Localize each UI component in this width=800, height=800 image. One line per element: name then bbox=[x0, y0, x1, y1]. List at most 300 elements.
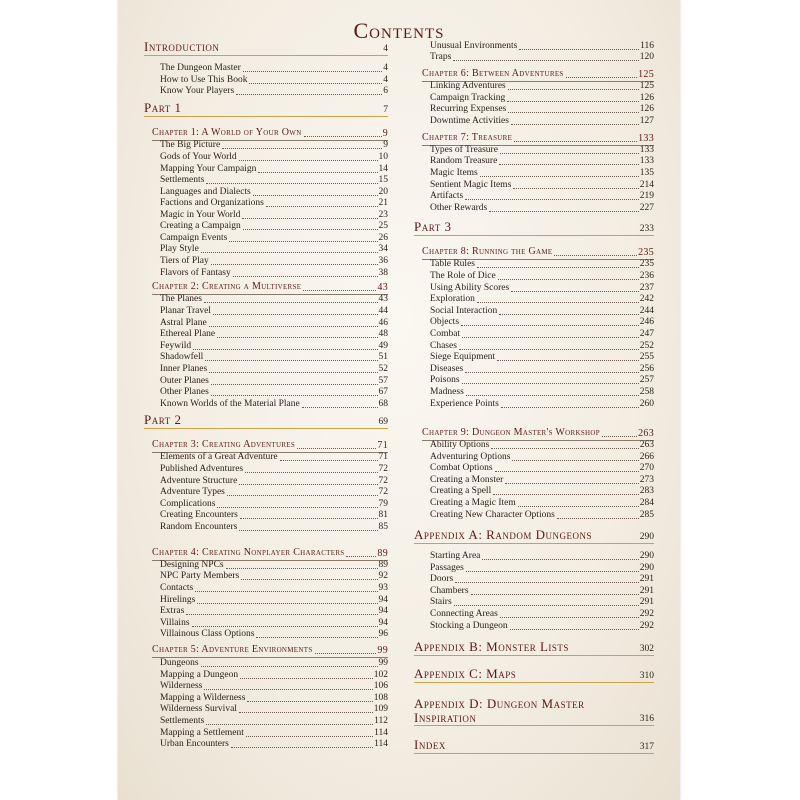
leader-dots bbox=[498, 279, 639, 280]
toc-label: Unusual Environments bbox=[430, 41, 518, 51]
toc-entry bbox=[430, 551, 654, 562]
leader-dots bbox=[193, 349, 377, 350]
toc-page-number: 71 bbox=[377, 440, 388, 451]
toc-page-number: 227 bbox=[639, 203, 654, 213]
toc-label: Creating a Magic Item bbox=[430, 498, 516, 508]
toc-page-number: 317 bbox=[639, 742, 654, 752]
leader-dots bbox=[247, 701, 372, 702]
toc-entry bbox=[160, 693, 388, 704]
toc-chapter bbox=[422, 132, 654, 144]
leader-dots bbox=[211, 384, 378, 385]
toc-label: Exploration bbox=[430, 294, 475, 304]
toc-section bbox=[144, 100, 388, 117]
toc-label: Designing NPCs bbox=[160, 560, 224, 570]
leader-dots bbox=[514, 141, 637, 142]
toc-label: Chapter 2: Creating a Multiverse bbox=[152, 281, 302, 292]
leader-dots bbox=[240, 678, 373, 679]
toc-entry bbox=[430, 375, 654, 386]
toc-label: Recurring Expenses bbox=[430, 104, 507, 114]
toc-label: Using Ability Scores bbox=[430, 283, 510, 293]
toc-entry bbox=[160, 187, 388, 198]
toc-label: Poisons bbox=[430, 375, 460, 385]
toc-entry bbox=[160, 499, 388, 510]
toc-label: Siege Equipment bbox=[430, 352, 496, 362]
toc-entry bbox=[430, 116, 654, 127]
toc-entry bbox=[430, 352, 654, 363]
toc-entry bbox=[430, 463, 654, 474]
toc-label: Inner Planes bbox=[160, 364, 208, 374]
toc-page-number: 114 bbox=[374, 728, 388, 738]
toc-label: The Planes bbox=[160, 294, 202, 304]
toc-chapter bbox=[422, 246, 654, 258]
toc-label: Villains bbox=[160, 618, 190, 628]
toc-page-number: 106 bbox=[373, 681, 388, 691]
toc-page-number: 263 bbox=[638, 428, 654, 439]
leader-dots bbox=[495, 471, 639, 472]
toc-page-number: 258 bbox=[639, 387, 654, 397]
toc-page-number: 235 bbox=[639, 259, 654, 269]
toc-section bbox=[414, 219, 654, 236]
toc-section bbox=[414, 737, 654, 754]
toc-page-number: 133 bbox=[639, 145, 654, 155]
toc-label: Creating a Monster bbox=[430, 475, 504, 485]
toc-page-number: 72 bbox=[378, 476, 388, 486]
toc-label: Appendix C: Maps bbox=[414, 666, 517, 681]
leader-dots bbox=[258, 172, 377, 173]
toc-entry bbox=[160, 86, 388, 97]
toc-entry bbox=[430, 93, 654, 104]
leader-dots bbox=[482, 559, 638, 560]
toc-label: Ethereal Plane bbox=[160, 329, 216, 339]
toc-label: Connecting Areas bbox=[430, 609, 498, 619]
toc-page-number: 256 bbox=[639, 364, 654, 374]
toc-entry bbox=[160, 670, 388, 681]
toc-label: Mapping a Wilderness bbox=[160, 693, 246, 703]
toc-label: Languages and Dialects bbox=[160, 187, 251, 197]
leader-dots bbox=[227, 495, 378, 496]
toc-entry bbox=[430, 364, 654, 375]
leader-dots bbox=[213, 314, 378, 315]
leader-dots bbox=[602, 436, 637, 437]
toc-label: Hirelings bbox=[160, 595, 196, 605]
toc-page-number: 94 bbox=[378, 606, 388, 616]
toc-entry bbox=[160, 341, 388, 352]
toc-label: Chapter 8: Running the Game bbox=[422, 246, 553, 257]
leader-dots bbox=[454, 605, 639, 606]
leader-dots bbox=[471, 594, 639, 595]
toc-chapter bbox=[152, 281, 388, 293]
toc-label: Wilderness bbox=[160, 681, 203, 691]
toc-entry bbox=[430, 203, 654, 214]
toc-page-number: 260 bbox=[639, 399, 654, 409]
toc-entry bbox=[160, 175, 388, 186]
toc-page-number: 94 bbox=[378, 618, 388, 628]
toc-page-number: 125 bbox=[638, 69, 654, 80]
toc-label: Downtime Activities bbox=[430, 116, 509, 126]
leader-dots bbox=[477, 302, 639, 303]
toc-page-number: 48 bbox=[378, 329, 388, 339]
toc-chapter bbox=[152, 127, 388, 139]
toc-entry bbox=[160, 487, 388, 498]
toc-entry bbox=[430, 498, 654, 509]
toc-entry bbox=[160, 629, 388, 640]
toc-label: Dungeons bbox=[160, 658, 199, 668]
toc-page-number: 81 bbox=[378, 510, 388, 520]
leader-dots bbox=[462, 337, 639, 338]
toc-entry bbox=[430, 52, 654, 63]
leader-dots bbox=[507, 101, 639, 102]
toc-page-number: 102 bbox=[373, 670, 388, 680]
toc-page-number: 108 bbox=[373, 693, 388, 703]
toc-page-number: 7 bbox=[383, 105, 388, 115]
toc-label: Extras bbox=[160, 606, 185, 616]
toc-entry bbox=[430, 475, 654, 486]
toc-page-number: 126 bbox=[639, 93, 654, 103]
toc-label: Stocking a Dungeon bbox=[430, 621, 508, 631]
toc-page-number: 49 bbox=[378, 341, 388, 351]
toc-page-number: 67 bbox=[378, 387, 388, 397]
toc-page-number: 85 bbox=[378, 522, 388, 532]
leader-dots bbox=[204, 689, 372, 690]
toc-label: Objects bbox=[430, 317, 460, 327]
toc-label: Random Encounters bbox=[160, 522, 238, 532]
toc-label: Experience Points bbox=[430, 399, 499, 409]
toc-page-number: 236 bbox=[639, 271, 654, 281]
toc-entry bbox=[430, 168, 654, 179]
toc-entry bbox=[160, 464, 388, 475]
leader-dots bbox=[217, 507, 377, 508]
toc-entry bbox=[160, 152, 388, 163]
toc-page-number: 99 bbox=[377, 645, 388, 656]
toc-label: Chapter 4: Creating Nonplayer Characters bbox=[152, 547, 345, 558]
toc-entry bbox=[160, 583, 388, 594]
leader-dots bbox=[195, 591, 377, 592]
leader-dots bbox=[253, 195, 378, 196]
toc-page-number: 51 bbox=[378, 352, 388, 362]
toc-page-number: 257 bbox=[639, 375, 654, 385]
toc-page-number: 291 bbox=[639, 597, 654, 607]
toc-label: Mapping a Dungeon bbox=[160, 670, 239, 680]
toc-entry bbox=[160, 387, 388, 398]
toc-page-number: 219 bbox=[639, 191, 654, 201]
toc-page-number: 99 bbox=[378, 658, 388, 668]
toc-entry bbox=[430, 510, 654, 521]
toc-page-number: 270 bbox=[639, 463, 654, 473]
toc-page-number: 6 bbox=[383, 86, 388, 96]
toc-label: Stairs bbox=[430, 597, 452, 607]
toc-label: Chapter 6: Between Adventures bbox=[422, 68, 564, 79]
toc-entry bbox=[160, 364, 388, 375]
toc-page-number: 120 bbox=[639, 52, 654, 62]
leader-dots bbox=[302, 407, 378, 408]
toc-page-number: 23 bbox=[378, 210, 388, 220]
leader-dots bbox=[518, 506, 639, 507]
toc-label: Chapter 7: Treasure bbox=[422, 132, 513, 143]
toc-label: Other Planes bbox=[160, 387, 209, 397]
leader-dots bbox=[249, 83, 382, 84]
toc-page-number: 25 bbox=[378, 221, 388, 231]
toc-page-number: 133 bbox=[639, 156, 654, 166]
leader-dots bbox=[280, 460, 378, 461]
leader-dots bbox=[500, 153, 639, 154]
toc-page-number: 92 bbox=[378, 571, 388, 581]
toc-entry bbox=[160, 63, 388, 74]
toc-label: NPC Party Members bbox=[160, 571, 240, 581]
toc-page-number: 235 bbox=[638, 247, 654, 258]
toc-page-number: 114 bbox=[374, 739, 388, 749]
toc-entry bbox=[160, 560, 388, 571]
toc-entry bbox=[430, 81, 654, 92]
toc-page-number: 237 bbox=[639, 283, 654, 293]
toc-label: Gods of Your World bbox=[160, 152, 237, 162]
toc-label: Starting Area bbox=[430, 551, 481, 561]
toc-section bbox=[144, 39, 388, 56]
toc-page-number: 68 bbox=[378, 399, 388, 409]
toc-entry bbox=[160, 618, 388, 629]
toc-entry bbox=[430, 180, 654, 191]
toc-entry bbox=[430, 440, 654, 451]
leader-dots bbox=[511, 124, 639, 125]
toc-page-number: 46 bbox=[378, 318, 388, 328]
toc-label: Madness bbox=[430, 387, 464, 397]
toc-page-number: 283 bbox=[639, 486, 654, 496]
leader-dots bbox=[241, 579, 377, 580]
leader-dots bbox=[256, 637, 377, 638]
toc-entry bbox=[430, 41, 654, 52]
toc-label: Campaign Tracking bbox=[430, 93, 506, 103]
toc-page-number: 244 bbox=[639, 306, 654, 316]
toc-label: Part 2 bbox=[144, 412, 182, 427]
leader-dots bbox=[242, 218, 377, 219]
toc-label: Settlements bbox=[160, 175, 205, 185]
toc-page-number: 89 bbox=[378, 560, 388, 570]
toc-label: Elements of a Great Adventure bbox=[160, 452, 278, 462]
toc-label: Creating a Spell bbox=[430, 486, 492, 496]
toc-label: Settlements bbox=[160, 716, 205, 726]
leader-dots bbox=[201, 666, 378, 667]
toc-page-number: 273 bbox=[639, 475, 654, 485]
toc-entry bbox=[430, 329, 654, 340]
toc-page-number: 71 bbox=[378, 452, 388, 462]
toc-page-number: 252 bbox=[639, 341, 654, 351]
toc-label: Astral Plane bbox=[160, 318, 207, 328]
leader-dots bbox=[303, 290, 376, 291]
leader-dots bbox=[508, 112, 639, 113]
leader-dots bbox=[511, 291, 639, 292]
leader-dots bbox=[465, 372, 639, 373]
leader-dots bbox=[480, 176, 639, 177]
toc-page-number: 69 bbox=[378, 417, 388, 427]
toc-label: Doors bbox=[430, 574, 454, 584]
leader-dots bbox=[297, 448, 376, 449]
toc-page-number: 9 bbox=[382, 128, 388, 139]
leader-dots bbox=[557, 518, 639, 519]
toc-label: Combat bbox=[430, 329, 461, 339]
toc-page-number: 21 bbox=[378, 198, 388, 208]
toc-page-number: 38 bbox=[378, 268, 388, 278]
page-title: Contents bbox=[353, 18, 445, 43]
toc-entry bbox=[160, 595, 388, 606]
leader-dots bbox=[519, 49, 639, 50]
toc-label: The Dungeon Master bbox=[160, 63, 241, 73]
toc-entry bbox=[160, 210, 388, 221]
toc-page-number: 214 bbox=[639, 180, 654, 190]
leader-dots bbox=[453, 60, 638, 61]
toc-entry bbox=[430, 283, 654, 294]
toc-label: Other Rewards bbox=[430, 203, 488, 213]
leader-dots bbox=[245, 472, 377, 473]
toc-page-number: 43 bbox=[377, 282, 388, 293]
leader-dots bbox=[201, 252, 378, 253]
leader-dots bbox=[239, 712, 373, 713]
toc-entry bbox=[430, 259, 654, 270]
leader-dots bbox=[204, 302, 378, 303]
toc-label: Tiers of Play bbox=[160, 256, 209, 266]
toc-label: Shadowfell bbox=[160, 352, 204, 362]
toc-entry bbox=[430, 145, 654, 156]
toc-page-number: 112 bbox=[374, 716, 388, 726]
toc-label: Introduction bbox=[144, 39, 220, 54]
toc-entry bbox=[430, 191, 654, 202]
toc-entry bbox=[430, 294, 654, 305]
leader-dots bbox=[197, 603, 377, 604]
toc-label: Known Worlds of the Material Plane bbox=[160, 399, 300, 409]
toc-page-number: 36 bbox=[378, 256, 388, 266]
leader-dots bbox=[499, 314, 638, 315]
leader-dots bbox=[236, 94, 382, 95]
leader-dots bbox=[505, 483, 638, 484]
toc-page-number: 4 bbox=[383, 44, 388, 54]
toc-page-number: 302 bbox=[639, 644, 654, 654]
toc-entry bbox=[430, 387, 654, 398]
leader-dots bbox=[222, 148, 382, 149]
toc-label: Magic in Your World bbox=[160, 210, 241, 220]
toc-label: Index bbox=[414, 737, 446, 752]
leader-dots bbox=[566, 77, 638, 78]
toc-entry bbox=[430, 563, 654, 574]
toc-label: Passages bbox=[430, 563, 464, 573]
toc-entry bbox=[430, 306, 654, 317]
toc-entry bbox=[430, 341, 654, 352]
toc-label: Artifacts bbox=[430, 191, 464, 201]
toc-label: Planar Travel bbox=[160, 306, 211, 316]
toc-page-number: 246 bbox=[639, 317, 654, 327]
toc-page-number: 89 bbox=[377, 548, 388, 559]
toc-entry bbox=[160, 376, 388, 387]
toc-page-number: 290 bbox=[639, 532, 654, 542]
toc-label: Chapter 9: Dungeon Master's Workshop bbox=[422, 427, 600, 438]
toc-page-number: 247 bbox=[639, 329, 654, 339]
toc-page-number: 14 bbox=[378, 164, 388, 174]
toc-page-number: 34 bbox=[378, 244, 388, 254]
toc-page-number: 242 bbox=[639, 294, 654, 304]
toc-label: Flavors of Fantasy bbox=[160, 268, 231, 278]
toc-label: Factions and Organizations bbox=[160, 198, 264, 208]
toc-label: Traps bbox=[430, 52, 452, 62]
toc-label: Know Your Players bbox=[160, 86, 235, 96]
leader-dots bbox=[206, 724, 373, 725]
leader-dots bbox=[266, 206, 378, 207]
toc-label: Magic Items bbox=[430, 168, 478, 178]
toc-entry bbox=[160, 704, 388, 715]
toc-label: Adventuring Options bbox=[430, 452, 511, 462]
leader-dots bbox=[233, 276, 378, 277]
toc-label: Random Treasure bbox=[430, 156, 498, 166]
toc-entry bbox=[160, 739, 388, 750]
leader-dots bbox=[239, 530, 377, 531]
leader-dots bbox=[205, 360, 377, 361]
leader-dots bbox=[554, 255, 637, 256]
toc-page-number: 94 bbox=[378, 595, 388, 605]
toc-label: Chapter 5: Adventure Environments bbox=[152, 644, 313, 655]
toc-label: Adventure Types bbox=[160, 487, 225, 497]
toc-label: Mapping a Settlement bbox=[160, 728, 244, 738]
leader-dots bbox=[226, 568, 378, 569]
toc-label: Contacts bbox=[160, 583, 194, 593]
toc-entry bbox=[430, 486, 654, 497]
toc-chapter bbox=[152, 644, 388, 656]
toc-label: Play Style bbox=[160, 244, 199, 254]
toc-entry bbox=[160, 164, 388, 175]
toc-label: Social Interaction bbox=[430, 306, 498, 316]
toc-label: Creating Encounters bbox=[160, 510, 238, 520]
toc-entry bbox=[430, 609, 654, 620]
toc-page-number: 72 bbox=[378, 487, 388, 497]
toc-entry bbox=[160, 140, 388, 151]
leader-dots bbox=[186, 614, 377, 615]
toc-page-number: 291 bbox=[639, 586, 654, 596]
toc-label: The Big Picture bbox=[160, 140, 221, 150]
toc-chapter bbox=[152, 535, 388, 559]
leader-dots bbox=[206, 183, 377, 184]
leader-dots bbox=[304, 136, 382, 137]
leader-dots bbox=[497, 360, 639, 361]
toc-label: Villainous Class Options bbox=[160, 629, 255, 639]
toc-chapter bbox=[422, 68, 654, 80]
leader-dots bbox=[211, 264, 378, 265]
toc-page-number: 125 bbox=[639, 81, 654, 91]
toc-label: Chases bbox=[430, 341, 457, 351]
leader-dots bbox=[240, 518, 378, 519]
toc-page-number: 96 bbox=[378, 629, 388, 639]
toc-entry bbox=[160, 452, 388, 463]
leader-dots bbox=[500, 617, 639, 618]
toc-entry bbox=[160, 318, 388, 329]
toc-label: Creating a Campaign bbox=[160, 221, 241, 231]
toc-page-number: 4 bbox=[383, 75, 388, 85]
toc-label: Campaign Events bbox=[160, 233, 228, 243]
toc-entry bbox=[160, 244, 388, 255]
toc-entry bbox=[430, 574, 654, 585]
toc-entry bbox=[430, 586, 654, 597]
toc-entry bbox=[160, 522, 388, 533]
toc-page-number: 292 bbox=[639, 609, 654, 619]
toc-entry bbox=[160, 399, 388, 410]
toc-entry bbox=[160, 75, 388, 86]
toc-label: Chapter 3: Creating Adventures bbox=[152, 439, 296, 450]
toc-page-number: 20 bbox=[378, 187, 388, 197]
toc-section bbox=[414, 639, 654, 656]
leader-dots bbox=[462, 383, 639, 384]
toc-page-number: 133 bbox=[638, 133, 654, 144]
leader-dots bbox=[459, 349, 639, 350]
toc-page-number: 57 bbox=[378, 376, 388, 386]
toc-chapter bbox=[422, 415, 654, 439]
leader-dots bbox=[489, 211, 639, 212]
toc-label: Appendix A: Random Dungeons bbox=[414, 527, 592, 542]
toc-page-number: 26 bbox=[378, 233, 388, 243]
toc-page-number: 4 bbox=[383, 63, 388, 73]
